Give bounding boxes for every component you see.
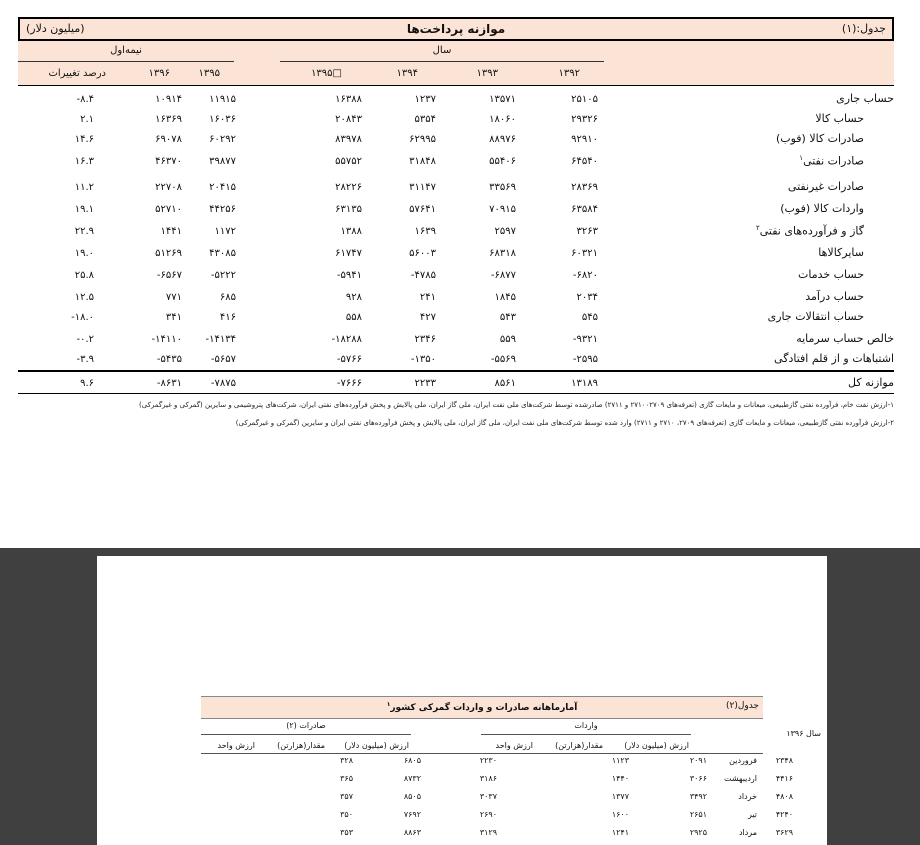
row-label-text: حساب کالا	[815, 112, 864, 125]
table-cell: ۲۵۱۰۵	[571, 94, 598, 105]
table-cell: ۶۸۳۱۸	[489, 248, 516, 259]
table-cell: ۸۵۰۵	[403, 792, 421, 801]
table-cell: ۲۲۷۰۸	[155, 182, 182, 193]
table-cell: ۳۱۱۴۷	[409, 182, 436, 193]
table-cell: ۳۱۸۶	[479, 774, 497, 783]
table-cell: ۹۲۹۱۰	[571, 134, 598, 145]
table1-number: جدول:(۱)	[841, 22, 886, 35]
col-header-1396-half: ۱۳۹۶	[148, 68, 170, 79]
table-cell: -۸۶۳۱	[156, 378, 182, 389]
row-label	[798, 268, 864, 281]
table-cell: ۱۱.۲	[74, 182, 94, 193]
table-cell: ۵۲۷۱۰	[155, 204, 182, 215]
table-cell: ۱۳۵۷۱	[489, 94, 516, 105]
col-header-1392: ۱۳۹۲	[558, 68, 580, 79]
table-cell: -۵۶۵۷	[210, 354, 236, 365]
total-row-bottom-rule	[18, 393, 894, 394]
table-cell: ۸۸۶۳	[403, 828, 421, 837]
row-label-text: گاز و فرآورده‌های نفتی	[759, 224, 864, 238]
table1-title-bar	[18, 17, 894, 41]
table-cell: ۲۶۹۰	[479, 810, 497, 819]
table2-group-exports: صادرات (۲)	[286, 721, 326, 730]
table-cell: ۲۴۱	[419, 292, 436, 303]
footnote-2: ۲-ارزش فرآورده نفتی گازطبیعی، میعانات و مایعات گازی (تعرفه‌های ۲۷۰۹، ۲۷۱۰ و ۲۷۱۱) وارد شده توسط شرکت‌های ملی نفت ایران، ملی گاز ایران، ملی پالایش و پخش فرآورده‌های نفتی ایران و سایرین (گمرکی و غیرگمرکی)	[235, 419, 894, 427]
table-cell: ۱۸۰۶۰	[489, 114, 516, 125]
table-cell: -۱۸۲۸۸	[331, 334, 362, 345]
table-cell: ۳۱۲۹	[479, 828, 497, 837]
table-cell: ۷۶۹۲	[403, 810, 421, 819]
table-cell: ۲۰۳۴	[576, 292, 598, 303]
table-cell: -۶۸۷۷	[490, 270, 516, 281]
table2-col-import-quantity: مقدار(هزارتن)	[555, 741, 603, 750]
table-cell: -۶۸۲۰	[572, 270, 598, 281]
table2-col-export-unit-value: ارزش واحد	[217, 741, 255, 750]
table-cell: ۴۴۱۶	[775, 774, 793, 783]
table-cell: ۵۴۵	[581, 312, 598, 323]
table-row	[18, 288, 894, 308]
table2-title-text: آمارماهانه صادرات و واردات گمرکی کشور	[390, 703, 578, 713]
table-cell: ۲۳۴۶	[414, 334, 436, 345]
table-cell: ۱۶۳۶۹	[155, 114, 182, 125]
row-label	[796, 332, 894, 345]
table-cell: ۱۰۹۱۴	[155, 94, 182, 105]
table-row	[201, 826, 793, 844]
table-cell: ۳۲۶۳	[576, 226, 598, 237]
table-row	[18, 178, 894, 198]
table-cell: ۲۸۲۲۶	[335, 182, 362, 193]
table2-title-footnote-mark: ۱	[386, 701, 391, 708]
row-label-text: حساب درآمد	[805, 290, 864, 303]
table1-unit: (میلیون دلار)	[26, 22, 85, 35]
table-cell: ۴۱۶	[219, 312, 236, 323]
table-cell: ۳۶۵	[340, 774, 353, 783]
col-header-1394: ۱۳۹۴	[396, 68, 418, 79]
table-cell: -۰.۲	[76, 334, 94, 345]
table-row	[18, 222, 894, 242]
table1-header-divider	[18, 85, 894, 86]
table2-col-import-unit-value: ارزش واحد	[495, 741, 533, 750]
row-footnote-mark: ۲	[755, 224, 760, 232]
col-header-percent-change: درصد تغییرات	[48, 68, 106, 79]
table-cell: ۳۵۳	[340, 828, 353, 837]
table-cell: ۴۳۰۸۵	[209, 248, 236, 259]
table-cell: ۸۷۳۲	[403, 774, 421, 783]
table-cell: ۱۹.۱	[74, 204, 94, 215]
table-cell: -۱۴۱۳۴	[205, 334, 236, 345]
table-cell: ۱۴۴۰	[611, 774, 629, 783]
table-cell: ۹.۶	[80, 378, 94, 389]
table-cell: ۸۸۹۷۶	[489, 134, 516, 145]
table-cell: ۴۲۴۰	[775, 810, 793, 819]
header-group-first-half: نیمه‌اول	[110, 45, 142, 56]
row-label-text: خالص حساب سرمایه	[796, 332, 894, 345]
page-table-2	[97, 556, 827, 845]
table-cell: ۲۰۹۱	[689, 756, 707, 765]
table2-col-export-value: ارزش (میلیون دلار)	[344, 741, 409, 750]
row-label-text: حساب انتقالات جاری	[767, 310, 864, 323]
table-cell: ۵۴۳	[499, 312, 516, 323]
col-header-1393: ۱۳۹۳	[476, 68, 498, 79]
table-cell: -۶۵۶۷	[156, 270, 182, 281]
table-row	[18, 266, 894, 286]
table-cell: ۵۵۷۵۲	[335, 156, 362, 167]
table-cell: ۱۲۳۷	[414, 94, 436, 105]
table2-col-export-quantity: مقدار(هزارتن)	[277, 741, 325, 750]
table-cell: -۵۲۲۲	[210, 270, 236, 281]
table-cell: ۲۲۳۳	[414, 378, 436, 389]
row-label	[756, 224, 864, 238]
table-cell: ۱۶.۳	[74, 156, 94, 167]
table-row	[18, 244, 894, 264]
table-cell: ۵۱۲۶۹	[155, 248, 182, 259]
table-cell: ۱۴.۶	[74, 134, 94, 145]
row-label	[776, 132, 864, 145]
month-label: اردیبهشت	[724, 774, 757, 783]
table-row	[18, 200, 894, 220]
table-cell: ۷۰۹۱۵	[489, 204, 516, 215]
table-cell: ۲۳۴۸	[775, 756, 793, 765]
row-label	[848, 376, 894, 389]
month-label: مرداد	[738, 828, 757, 837]
table-cell: ۳۳۵۶۹	[489, 182, 516, 193]
table-row	[18, 308, 894, 328]
table-cell: ۱۲.۵	[74, 292, 94, 303]
table-cell: -۱۴۱۱۰	[151, 334, 182, 345]
table-cell: ۵۷۶۴۱	[409, 204, 436, 215]
table-cell: -۳.۹	[76, 354, 94, 365]
table2-title-bar	[201, 696, 763, 719]
table-cell: -۸.۴	[76, 94, 94, 105]
table-cell: ۶۱۷۴۷	[335, 248, 362, 259]
table-cell: -۷۶۶۶	[336, 378, 362, 389]
col-header-1395-year: ۱۳۹۵□	[311, 68, 342, 79]
table-cell: ۲۲۳۰	[479, 756, 497, 765]
row-label	[836, 92, 894, 105]
row-label-text: حساب خدمات	[798, 268, 864, 281]
table-cell: ۳۴۱	[165, 312, 182, 323]
table2-group-imports: واردات	[574, 721, 598, 730]
table-cell: ۱۶۳۸۸	[335, 94, 362, 105]
row-label-text: حساب جاری	[836, 92, 894, 105]
row-label-text: واردات کالا (فوب)	[780, 202, 864, 215]
row-label	[774, 352, 894, 365]
header-group-year: سال	[432, 45, 452, 56]
table-cell: ۴۸۰۸	[775, 792, 793, 801]
row-label	[799, 154, 864, 168]
table-cell: ۶۲۹۹۵	[409, 134, 436, 145]
table-cell: ۱۲۴۱	[611, 828, 629, 837]
table-cell: ۶۸۵	[219, 292, 236, 303]
table-cell: ۶۳۱۳۵	[335, 204, 362, 215]
month-label: خرداد	[738, 792, 757, 801]
table-cell: ۵۵۴۰۶	[489, 156, 516, 167]
month-label: تیر	[747, 810, 757, 819]
table-cell: ۸۵۶۱	[494, 378, 516, 389]
table-cell: ۶۳۵۸۴	[571, 204, 598, 215]
table2-row-header: سال ۱۳۹۶	[786, 729, 821, 738]
table-row	[201, 790, 793, 808]
table-cell: ۲۶۵۱	[689, 810, 707, 819]
row-label-text: صادرات کالا (فوب)	[775, 132, 864, 145]
table-cell: ۳۵۰	[340, 810, 353, 819]
table-row	[201, 754, 793, 772]
table-row	[18, 110, 894, 130]
table-row	[18, 374, 894, 394]
table2-number: جدول(۲)	[725, 701, 759, 711]
table-cell: ۲.۱	[80, 114, 94, 125]
table-cell: ۲۹۳۲۶	[571, 114, 598, 125]
table-cell: ۶۴۵۴۰	[571, 156, 598, 167]
table-cell: ۶۹۰۷۸	[155, 134, 182, 145]
table-cell: ۵۵۸	[345, 312, 362, 323]
header-group-first-half-line	[18, 61, 234, 62]
row-footnote-mark: ۱	[799, 154, 804, 162]
col-header-1395-half: ۱۳۹۵	[198, 68, 220, 79]
table2-group-imports-line	[481, 734, 691, 735]
total-row-top-rule	[18, 370, 894, 372]
table-cell: ۶۰۳۲۱	[571, 248, 598, 259]
row-label	[768, 310, 864, 323]
table-cell: ۶۰۲۹۲	[209, 134, 236, 145]
table-cell: ۱۳۱۸۹	[571, 378, 598, 389]
table-row	[18, 152, 894, 172]
table-cell: -۹۳۲۱	[572, 334, 598, 345]
table-cell: ۲۹۲۵	[689, 828, 707, 837]
table-row	[18, 130, 894, 150]
table-cell: ۳۴۹۲	[689, 792, 707, 801]
table-cell: ۱۶۰۰	[611, 810, 629, 819]
table-cell: ۴۴۲۵۶	[209, 204, 236, 215]
row-label-text: اشتباهات و از قلم افتادگی	[774, 352, 894, 365]
table-cell: ۴۲۷	[419, 312, 436, 323]
table-cell: ۲۲.۹	[74, 226, 94, 237]
table-cell: -۵۴۳۵	[156, 354, 182, 365]
row-label-text: سایرکالاها	[818, 246, 864, 259]
table-cell: ۴۶۳۷۰	[155, 156, 182, 167]
table-cell: ۳۰۶۶	[689, 774, 707, 783]
table-cell: ۸۳۹۷۸	[335, 134, 362, 145]
table-cell: ۳۱۸۴۸	[409, 156, 436, 167]
table-cell: ۲۸۳۶۹	[571, 182, 598, 193]
table-cell: -۵۵۶۹	[490, 354, 516, 365]
table-cell: -۴۷۸۵	[410, 270, 436, 281]
row-label	[780, 202, 864, 215]
table-cell: ۱۱۹۱۵	[209, 94, 236, 105]
table-cell: ۳۵۷	[340, 792, 353, 801]
table-cell: ۱۴۴۱	[160, 226, 182, 237]
table-cell: ۱۱۷۲	[214, 226, 236, 237]
row-label	[815, 112, 864, 125]
table-cell: ۳۶۲۹	[775, 828, 793, 837]
table-cell: ۷۷۱	[165, 292, 182, 303]
row-label	[805, 290, 864, 303]
table-cell: -۵۷۶۶	[336, 354, 362, 365]
table-cell: ۱۹.۰	[74, 248, 94, 259]
table-row	[201, 772, 793, 790]
row-label-text: صادرات نفتی	[803, 154, 864, 168]
table-cell: -۱۸.۰	[71, 312, 94, 323]
table-cell: ۳۲۸	[340, 756, 353, 765]
row-label-text: صادرات غیرنفتی	[787, 180, 864, 193]
table-row	[18, 330, 894, 350]
month-label: فروردین	[729, 756, 757, 765]
table-cell: ۲۰۴۱۵	[209, 182, 236, 193]
table-cell: ۱۳۸۸	[340, 226, 362, 237]
table2-group-exports-line	[201, 734, 411, 735]
row-label-text: موازنه کل	[848, 376, 894, 389]
table2-title	[201, 701, 763, 713]
table-cell: -۱۳۵۰	[410, 354, 436, 365]
table1-header	[18, 41, 894, 85]
table-cell: ۱۳۷۷	[611, 792, 629, 801]
table-cell: ۳۹۸۷۷	[209, 156, 236, 167]
table-cell: ۱۶۰۳۶	[209, 114, 236, 125]
table-row	[18, 350, 894, 370]
table-row	[201, 808, 793, 826]
table1-title: موازنه پرداخت‌ها	[406, 22, 506, 36]
table-cell: -۵۹۴۱	[336, 270, 362, 281]
table2-col-import-value: ارزش (میلیون دلار)	[624, 741, 689, 750]
table-cell: ۱۸۴۵	[494, 292, 516, 303]
table-cell: ۲۵.۸	[74, 270, 94, 281]
table-cell: ۶۸۰۵	[403, 756, 421, 765]
table-cell: ۲۵۹۷	[494, 226, 516, 237]
table-cell: ۹۲۸	[345, 292, 362, 303]
table-cell: ۱۶۳۹	[414, 226, 436, 237]
header-group-year-line	[280, 61, 604, 62]
table-cell: ۵۵۹	[499, 334, 516, 345]
table-row	[18, 90, 894, 110]
row-label	[818, 246, 864, 259]
table-cell: ۵۶۰۰۳	[409, 248, 436, 259]
table-cell: -۷۸۷۵	[210, 378, 236, 389]
footnote-1: ۱-ارزش نفت خام، فرآورده نفتی گازطبیعی، میعانات و مایعات گازی (تعرفه‌های ۲۷۱۰۰۲۷۰۹ و ۲۷۱۱) صادرشده توسط شرکت‌های ملی نفت ایران، ملی گاز ایران، ملی پالایش و پخش فرآورده‌های نفتی ایران، شرکت‌های پتروشیمی و سایرین (گمرکی و غیرگمرکی)	[139, 401, 894, 409]
table-cell: ۱۱۲۳	[611, 756, 629, 765]
table-cell: ۳۰۳۷	[479, 792, 497, 801]
table-cell: ۵۳۵۴	[414, 114, 436, 125]
table-cell: ۲۰۸۴۳	[335, 114, 362, 125]
row-label	[788, 180, 864, 193]
table-cell: -۲۵۹۵	[572, 354, 598, 365]
